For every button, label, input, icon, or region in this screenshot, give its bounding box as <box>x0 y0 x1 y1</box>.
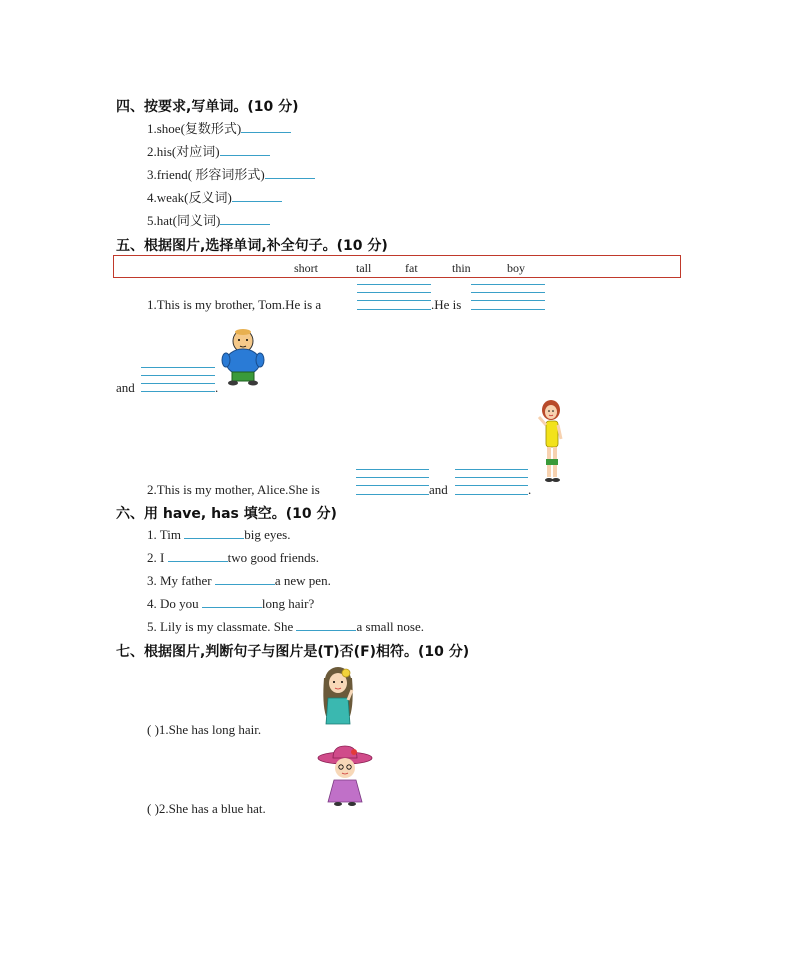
writing-line <box>455 477 528 478</box>
section4-title: 四、按要求,写单词。(10 分) <box>116 99 299 115</box>
answer-blank[interactable] <box>241 131 291 133</box>
writing-line <box>455 485 528 486</box>
writing-line <box>471 292 545 293</box>
fat-boy-picture <box>218 328 268 386</box>
thin-woman-picture <box>535 399 569 485</box>
answer-blank[interactable] <box>296 629 356 631</box>
section6-title: 六、用 have, has 填空。(10 分) <box>116 506 337 522</box>
section7-title: 七、根据图片,判断句子与图片是(T)否(F)相符。(10 分) <box>116 644 470 660</box>
writing-line <box>357 292 431 293</box>
section6-item: 4. Do you long hair? <box>147 596 315 611</box>
word-bank-word: tall <box>356 261 372 275</box>
q1-and: and <box>116 380 135 395</box>
writing-line <box>455 469 528 470</box>
writing-line <box>356 485 429 486</box>
girl-with-hat-picture <box>316 744 374 806</box>
q1-text-2: .He is <box>431 297 462 312</box>
answer-line[interactable] <box>356 494 429 495</box>
section6-item: 1. Tim big eyes. <box>147 527 291 542</box>
word-bank-word: fat <box>405 261 418 275</box>
writing-line <box>356 469 429 470</box>
answer-blank[interactable] <box>202 606 262 608</box>
answer-blank[interactable] <box>220 223 270 225</box>
section4-item: 4.weak(反义词) <box>147 190 282 206</box>
answer-line[interactable] <box>471 309 545 310</box>
section4-item: 2.his(对应词) <box>147 144 270 160</box>
answer-blank[interactable] <box>215 583 275 585</box>
answer-line[interactable] <box>357 309 431 310</box>
answer-blank[interactable] <box>232 200 282 202</box>
word-bank-word: thin <box>452 261 471 275</box>
writing-line <box>141 375 215 376</box>
section7-item-1: ( )1.She has long hair. <box>147 722 262 737</box>
q1-text: 1.This is my brother, Tom.He is a <box>147 297 322 312</box>
section4-item: 1.shoe(复数形式) <box>147 121 291 137</box>
q2-and: and <box>429 482 448 497</box>
writing-line <box>357 284 431 285</box>
word-bank-word: short <box>294 261 318 275</box>
section6-item: 5. Lily is my classmate. She a small nose. <box>147 619 424 634</box>
word-bank-word: boy <box>507 261 525 275</box>
section6-item: 3. My father a new pen. <box>147 573 331 588</box>
answer-blank[interactable] <box>265 177 315 179</box>
section5-title: 五、根据图片,选择单词,补全句子。(10 分) <box>116 238 388 254</box>
section4-item: 5.hat(同义词) <box>147 213 270 229</box>
girl-long-hair-picture <box>316 664 360 730</box>
word-bank-box <box>113 255 681 278</box>
writing-line <box>471 300 545 301</box>
section6-item: 2. I two good friends. <box>147 550 319 565</box>
answer-line[interactable] <box>455 494 528 495</box>
section7-item-2: ( )2.She has a blue hat. <box>147 801 266 816</box>
section4-item: 3.friend( 形容词形式) <box>147 167 315 183</box>
writing-line <box>141 367 215 368</box>
answer-blank[interactable] <box>220 154 270 156</box>
answer-line[interactable] <box>141 391 215 392</box>
writing-line <box>356 477 429 478</box>
writing-line <box>357 300 431 301</box>
q2-end: . <box>528 482 532 497</box>
answer-blank[interactable] <box>168 560 228 562</box>
writing-line <box>141 383 215 384</box>
q1-end: . <box>215 380 219 395</box>
q2-text: 2.This is my mother, Alice.She is <box>147 482 320 497</box>
writing-line <box>471 284 545 285</box>
answer-blank[interactable] <box>184 537 244 539</box>
